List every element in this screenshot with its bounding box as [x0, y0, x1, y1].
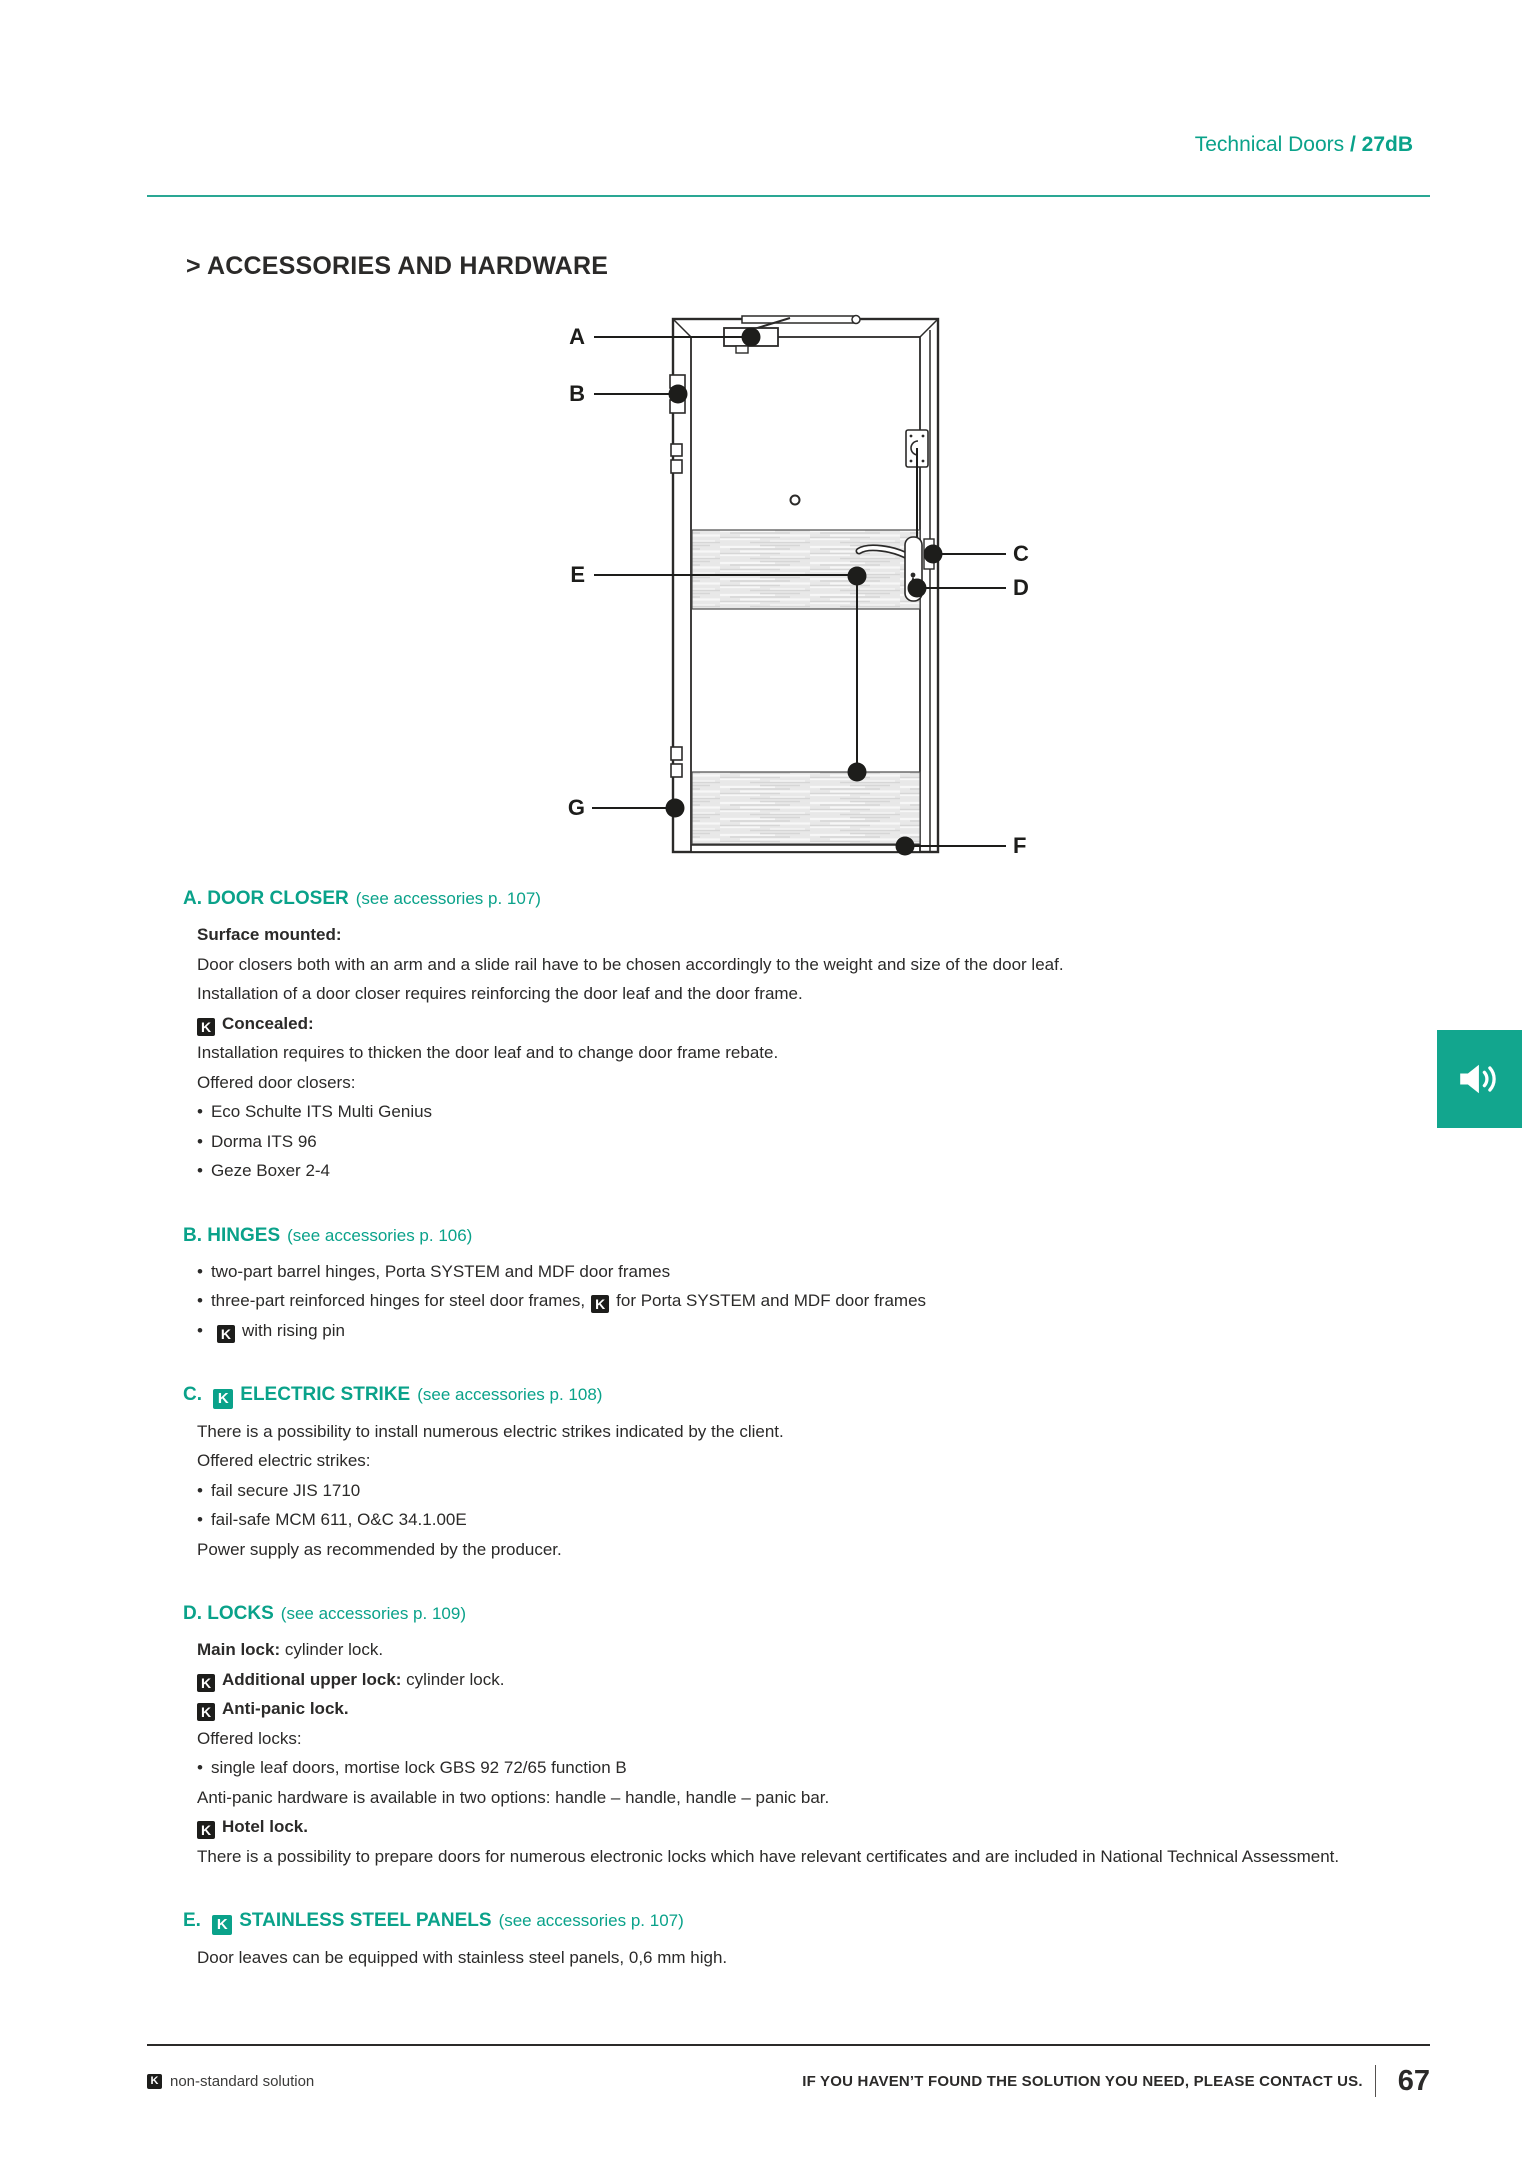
callout-label-b: B — [569, 381, 585, 406]
steel-panel-lower — [692, 772, 920, 844]
text-line — [183, 1812, 1469, 1842]
text-line — [183, 1635, 1469, 1665]
text-segment: Hotel lock. — [222, 1817, 308, 1836]
section-E — [183, 1908, 1469, 1972]
text-segment: Offered door closers: — [197, 1072, 356, 1092]
footer-contact-text: IF YOU HAVEN’T FOUND THE SOLUTION YOU NEED, PLEASE CONTACT US. — [802, 2072, 1363, 2090]
callout-label-f: F — [1013, 833, 1027, 858]
text-segment: Anti-panic hardware is available in two options: handle – handle, handle – panic bar. — [197, 1787, 830, 1807]
k-square-icon: K — [197, 1674, 215, 1692]
text-segment: fail-safe MCM 611, O&C 34.1.00E — [210, 1510, 467, 1529]
text-segment: three-part reinforced hinges for steel door frames, — [210, 1291, 586, 1310]
section-note: (see accessories p. 109) — [280, 1604, 466, 1623]
text-segment: with rising pin — [241, 1320, 345, 1340]
footer-legend — [147, 2073, 314, 2090]
door-hardware-diagram — [540, 300, 1050, 870]
bullet-marker: • — [197, 1102, 203, 1121]
text-line — [183, 1097, 1469, 1127]
section-letter: E. — [183, 1910, 207, 1931]
k-square-icon: K — [197, 1821, 215, 1839]
text-line — [183, 1505, 1469, 1535]
footer-right — [802, 2065, 1430, 2098]
section-letter: A. — [183, 888, 208, 909]
text-line — [183, 1842, 1469, 1872]
text-line — [183, 1127, 1469, 1157]
text-line — [183, 1009, 1469, 1039]
callout-label-a: A — [569, 324, 585, 349]
section-heading — [183, 886, 1469, 912]
text-segment: Anti-panic lock. — [222, 1699, 349, 1718]
page-number: 67 — [1397, 2064, 1430, 2097]
text-segment: Offered locks: — [197, 1728, 302, 1748]
text-line — [183, 950, 1469, 980]
k-square-icon: K — [212, 1915, 232, 1935]
footer-divider — [147, 2044, 1430, 2046]
text-segment: Geze Boxer 2-4 — [210, 1161, 331, 1180]
text-line — [183, 1535, 1469, 1565]
callout-label-e: E — [570, 562, 585, 587]
section-name: LOCKS — [207, 1603, 274, 1624]
bullet-marker: • — [197, 1161, 203, 1180]
text-segment: Main lock: — [197, 1640, 281, 1659]
section-B — [183, 1223, 1469, 1346]
bullet-marker: • — [197, 1480, 203, 1500]
k-square-icon: K — [213, 1389, 233, 1409]
text-segment: There is a possibility to prepare doors for numerous electronic locks which have relevant certificates and are included in National Technical Assessment. — [197, 1846, 1340, 1866]
text-line — [183, 1316, 1469, 1346]
text-segment: Concealed: — [222, 1013, 314, 1033]
text-segment: for Porta SYSTEM and MDF door frames — [616, 1291, 927, 1310]
header-divider — [147, 195, 1430, 197]
bullet-marker: • — [197, 1510, 203, 1529]
section-name: STAINLESS STEEL PANELS — [239, 1910, 492, 1931]
section-D — [183, 1601, 1469, 1871]
breadcrumb-page-type: / 27dB — [1349, 133, 1413, 156]
section-letter: B. — [183, 1224, 208, 1246]
section-letter: C. — [183, 1384, 208, 1405]
section-name: DOOR CLOSER — [207, 888, 349, 909]
text-line — [183, 1286, 1469, 1316]
text-line — [183, 1257, 1469, 1287]
bullet-marker: • — [197, 1261, 203, 1281]
callout-label-d: D — [1013, 575, 1029, 600]
sections — [183, 886, 1469, 2009]
text-segment: Dorma ITS 96 — [210, 1131, 317, 1151]
breadcrumb — [1195, 133, 1413, 157]
steel-panel-upper — [692, 530, 920, 609]
text-segment: cylinder lock. — [401, 1669, 505, 1689]
bullet-marker: • — [197, 1758, 203, 1777]
text-line — [183, 1665, 1469, 1695]
bullet-marker: • — [197, 1291, 203, 1310]
page-title: > ACCESSORIES AND HARDWARE — [186, 252, 609, 280]
bullet-marker: • — [197, 1131, 203, 1151]
section-C — [183, 1382, 1469, 1564]
text-line — [183, 1694, 1469, 1724]
section-heading — [183, 1908, 1469, 1935]
text-segment: Surface mounted: — [197, 925, 342, 944]
text-line — [183, 1038, 1469, 1068]
section-note: (see accessories p. 106) — [287, 1225, 473, 1245]
footer-separator — [1375, 2065, 1376, 2097]
text-line — [183, 920, 1469, 950]
breadcrumb-section: Technical Doors — [1194, 133, 1350, 156]
k-square-icon: K — [197, 1018, 215, 1036]
section-heading — [183, 1223, 1469, 1249]
text-segment: single leaf doors, mortise lock GBS 92 72/65 function B — [210, 1758, 627, 1777]
bullet-marker: • — [197, 1320, 203, 1340]
text-segment: Eco Schulte ITS Multi Genius — [210, 1102, 433, 1121]
text-segment: two-part barrel hinges, Porta SYSTEM and MDF door frames — [210, 1261, 671, 1281]
section-name: HINGES — [207, 1224, 281, 1246]
text-segment: fail secure JIS 1710 — [210, 1480, 361, 1500]
text-segment: There is a possibility to install numerous electric strikes indicated by the client. — [197, 1421, 784, 1441]
section-name: ELECTRIC STRIKE — [240, 1384, 411, 1405]
callout-label-g: G — [567, 795, 585, 820]
section-note: (see accessories p. 107) — [355, 889, 541, 908]
k-square-icon: K — [217, 1325, 235, 1343]
callout-label-c: C — [1013, 541, 1029, 566]
section-note: (see accessories p. 108) — [417, 1385, 603, 1404]
k-square-icon: K — [197, 1703, 215, 1721]
text-line — [183, 1068, 1469, 1098]
section-A — [183, 886, 1469, 1186]
k-square-icon: K — [147, 2074, 162, 2089]
k-square-icon: K — [591, 1295, 609, 1313]
text-line — [183, 1943, 1469, 1973]
text-line — [183, 979, 1469, 1009]
text-segment: Installation of a door closer requires reinforcing the door leaf and the door frame. — [197, 984, 803, 1003]
section-heading — [183, 1382, 1469, 1409]
speaker-icon — [1458, 1061, 1502, 1097]
text-line — [183, 1446, 1469, 1476]
text-line — [183, 1753, 1469, 1783]
section-note: (see accessories p. 107) — [498, 1911, 684, 1930]
section-heading — [183, 1601, 1469, 1627]
text-line — [183, 1724, 1469, 1754]
footer-legend-label: non-standard solution — [170, 2072, 315, 2090]
text-segment: cylinder lock. — [280, 1640, 384, 1659]
text-segment: Additional upper lock: — [222, 1669, 402, 1689]
text-line — [183, 1783, 1469, 1813]
text-line — [183, 1156, 1469, 1186]
text-segment: Door closers both with an arm and a slide rail have to be chosen accordingly to the weight and size of the door leaf. — [197, 954, 1064, 974]
audio-tab[interactable] — [1437, 1030, 1522, 1128]
section-letter: D. — [183, 1603, 208, 1624]
text-line — [183, 1417, 1469, 1447]
text-line — [183, 1476, 1469, 1506]
text-segment: Power supply as recommended by the producer. — [197, 1539, 562, 1559]
text-segment: Offered electric strikes: — [197, 1451, 371, 1470]
text-segment: Installation requires to thicken the door leaf and to change door frame rebate. — [197, 1043, 779, 1062]
text-segment: Door leaves can be equipped with stainless steel panels, 0,6 mm high. — [197, 1947, 728, 1967]
footer — [147, 2060, 1430, 2102]
